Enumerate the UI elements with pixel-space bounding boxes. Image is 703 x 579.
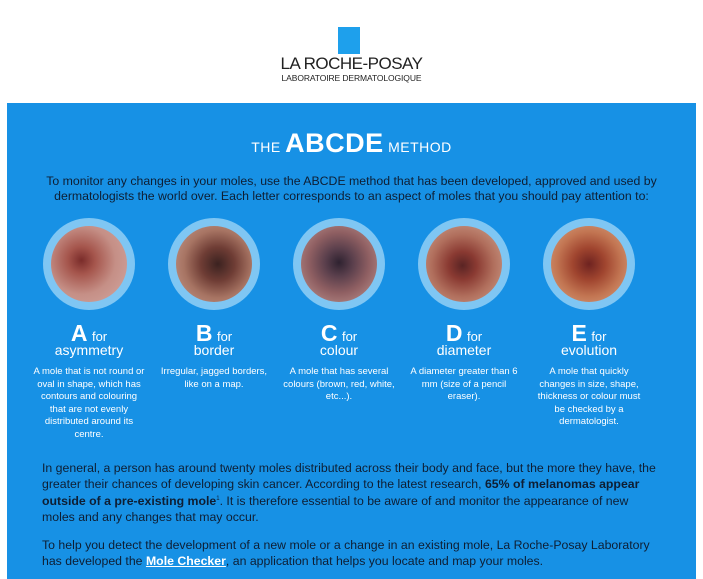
mole-ring	[293, 218, 385, 310]
paragraph-text: In general, a person has around twenty moles distributed across their body and face, but the more they have, the greater their chances of developing skin cancer. According to the latest research,	[42, 461, 656, 491]
brand-subtitle: LABORATOIRE DERMATOLOGIQUE	[281, 73, 422, 83]
card-border	[154, 218, 274, 391]
card-for: for	[216, 329, 233, 344]
melanoma-statistic: 65% of melanomas appear outside of a pre-existing mole	[42, 476, 640, 509]
paragraph-text: , an application that helps you locate and map your moles.	[225, 553, 544, 568]
brand-logo-icon	[338, 27, 360, 54]
title-prefix: THE	[251, 139, 281, 155]
brand-name: LA ROCHE-POSAY	[280, 54, 423, 73]
card-letter: E	[571, 320, 587, 346]
card-description: A mole that has several colours (brown, red, white, etc...).	[283, 366, 395, 402]
card-letter: D	[445, 320, 463, 346]
info-paragraph	[42, 461, 662, 525]
card-description: A mole that is not round or oval in shape, which has contours and colouring that are not evenly distributed around its centre.	[33, 366, 145, 440]
mole-ring	[543, 218, 635, 310]
mole-checker-paragraph	[42, 538, 662, 569]
mole-ring	[168, 218, 260, 310]
paragraph-text: . It is therefore essential to be aware of and monitor the appearance of new moles and any changes that may occur.	[42, 494, 629, 524]
card-for: for	[341, 329, 358, 344]
card-letter: A	[70, 320, 88, 346]
card-letter: C	[320, 320, 338, 346]
mole-image	[176, 226, 252, 302]
card-for: for	[591, 329, 607, 344]
card-word: colour	[319, 342, 359, 358]
card-word: border	[193, 342, 235, 358]
mole-image	[51, 226, 127, 302]
card-word: asymmetry	[54, 342, 124, 358]
mole-image	[426, 226, 502, 302]
card-description: Irregular, jagged borders, like on a map.	[160, 366, 268, 390]
card-letter: B	[195, 320, 213, 346]
title-main: ABCDE	[285, 128, 384, 158]
card-diameter	[404, 218, 524, 404]
card-word: diameter	[436, 342, 492, 358]
intro-text: To monitor any changes in your moles, use the ABCDE method that has been developed, approved and used by dermatologists the world over. Each letter corresponds to an aspect of moles that you should pay attention to:	[46, 174, 657, 203]
title-suffix: METHOD	[388, 139, 452, 155]
card-for: for	[91, 329, 108, 344]
mole-image	[301, 226, 377, 302]
card-word: evolution	[560, 342, 618, 358]
mole-checker-link[interactable]: Mole Checker	[145, 553, 226, 568]
card-for: for	[466, 329, 483, 344]
page-title	[7, 128, 696, 159]
footnote-ref: 1	[216, 496, 220, 502]
mole-image	[551, 226, 627, 302]
card-colour	[279, 218, 399, 404]
card-description: A mole that quickly changes in size, shape, thickness or colour must be checked by a dermatologist.	[537, 366, 641, 427]
card-asymmetry	[29, 218, 149, 441]
header	[0, 0, 703, 103]
mole-ring	[43, 218, 135, 310]
abcde-panel	[7, 103, 696, 579]
card-evolution	[529, 218, 649, 429]
card-description: A diameter greater than 6 mm (size of a pencil eraser).	[410, 366, 518, 402]
mole-ring	[418, 218, 510, 310]
paragraph-text: To help you detect the development of a new mole or a change in an existing mole, La Roche-Posay Laboratory has developed the	[42, 538, 650, 568]
